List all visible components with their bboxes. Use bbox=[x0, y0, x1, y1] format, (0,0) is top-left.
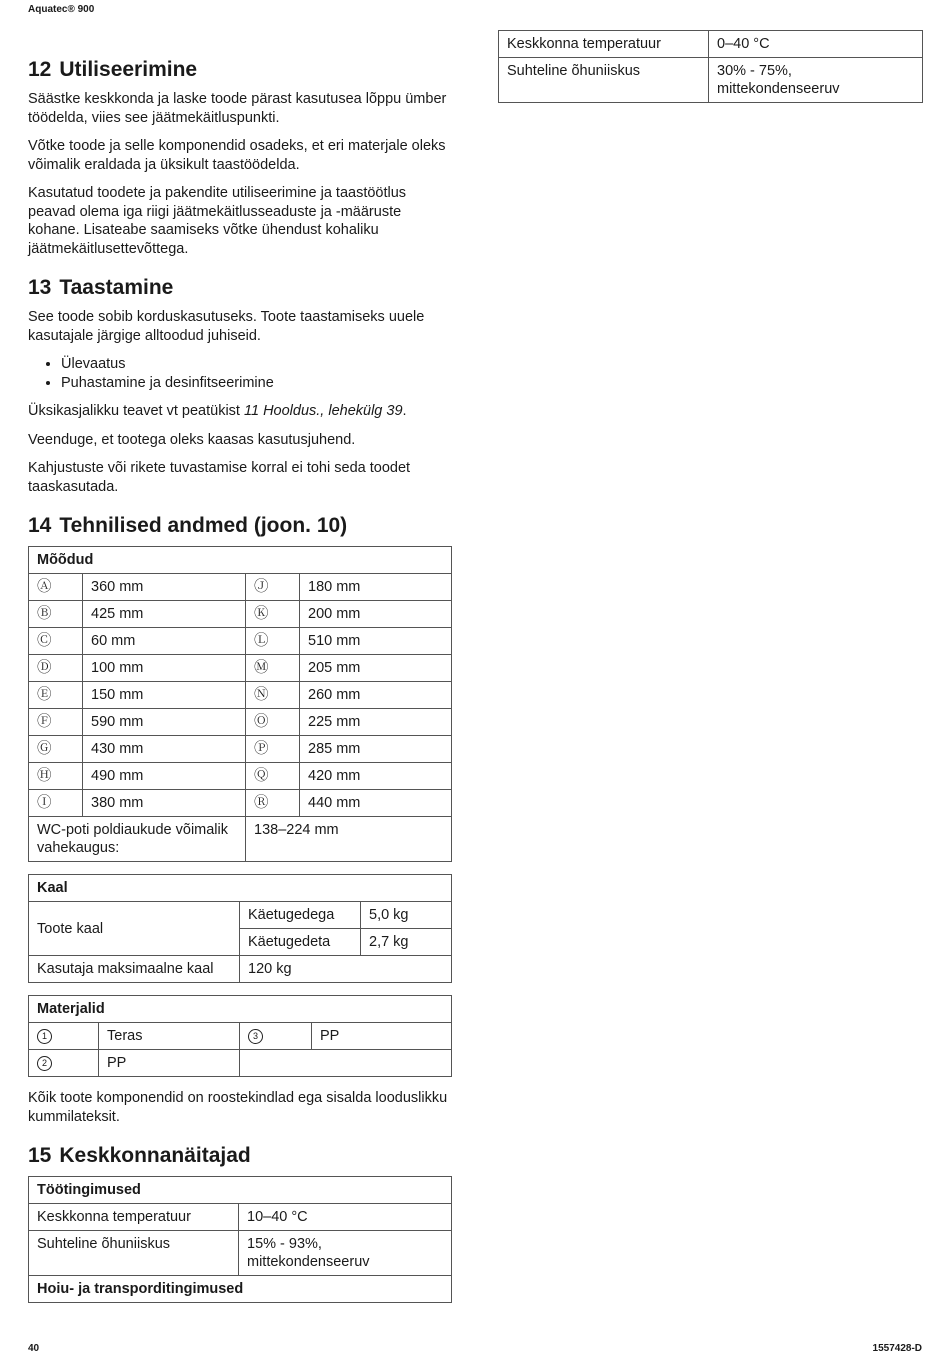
section-14-heading bbox=[28, 512, 452, 540]
table-row bbox=[29, 574, 452, 601]
dimension-letter: Ⓒ bbox=[29, 628, 83, 655]
dimension-value: 180 mm bbox=[300, 574, 452, 601]
storage-conditions-table bbox=[498, 30, 923, 103]
dimension-letter: Ⓘ bbox=[29, 790, 83, 817]
dimension-letter: Ⓟ bbox=[246, 736, 300, 763]
section-number: 14 bbox=[28, 514, 52, 537]
section-title: Tehnilised andmed (joon. 10) bbox=[59, 514, 348, 537]
table-row bbox=[29, 1023, 452, 1050]
paragraph: Veenduge, et tootega oleks kaasas kasutusjuhend. bbox=[28, 431, 356, 448]
paragraph: Kahjustuste või rikete tuvastamise korral ei tohi seda toodet taaskasutada. bbox=[28, 460, 411, 495]
cross-reference-link[interactable]: 11 Hooldus., lehekülg 39 bbox=[243, 403, 403, 419]
dimension-value: 360 mm bbox=[83, 574, 246, 601]
weight-header: Kaal bbox=[29, 875, 452, 902]
page-number: 40 bbox=[28, 1343, 40, 1354]
table-row bbox=[499, 31, 923, 58]
section-number: 13 bbox=[28, 276, 52, 299]
max-user-weight-value: 120 kg bbox=[240, 956, 452, 983]
table-header-row bbox=[29, 996, 452, 1023]
table-row bbox=[29, 736, 452, 763]
dimension-letter: Ⓝ bbox=[246, 682, 300, 709]
section-13 bbox=[28, 274, 452, 496]
material-number bbox=[240, 1023, 312, 1050]
list-item: • Puhastamine ja desinfitseerimine bbox=[61, 374, 452, 393]
paragraph: See toode sobib korduskasutuseks. Toote taastamiseks uuele kasutajale järgige alltoodud juhiseid. bbox=[28, 309, 425, 344]
material-number bbox=[29, 1023, 99, 1050]
operating-humidity-value: 15% - 93%, mittekondenseeruv bbox=[239, 1231, 452, 1276]
max-user-weight-label: Kasutaja maksimaalne kaal bbox=[29, 956, 240, 983]
operating-temp-label: Keskkonna temperatuur bbox=[29, 1204, 239, 1231]
dimension-value: 150 mm bbox=[83, 682, 246, 709]
dimension-letter: Ⓠ bbox=[246, 763, 300, 790]
table-row bbox=[29, 1204, 452, 1231]
dimension-value: 225 mm bbox=[300, 709, 452, 736]
dimension-value: 510 mm bbox=[300, 628, 452, 655]
storage-temp-label: Keskkonna temperatuur bbox=[499, 31, 709, 58]
dimension-value: 285 mm bbox=[300, 736, 452, 763]
dimension-letter: Ⓜ bbox=[246, 655, 300, 682]
dimension-value: 260 mm bbox=[300, 682, 452, 709]
product-weight-label: Toote kaal bbox=[29, 902, 240, 956]
dimension-letter: Ⓖ bbox=[29, 736, 83, 763]
environment-table bbox=[28, 1176, 452, 1303]
dimension-letter: Ⓐ bbox=[29, 574, 83, 601]
table-row bbox=[29, 763, 452, 790]
without-arms-label: Käetugedeta bbox=[240, 929, 361, 956]
header-brand: Aquatec® 900 bbox=[28, 4, 95, 15]
section-title: Keskkonnanäitajad bbox=[59, 1144, 251, 1167]
empty-cell bbox=[240, 1050, 452, 1077]
table-row bbox=[499, 58, 923, 103]
with-arms-label: Käetugedega bbox=[240, 902, 361, 929]
table-row bbox=[29, 709, 452, 736]
dimension-value: 380 mm bbox=[83, 790, 246, 817]
wc-bolt-spacing-value: 138–224 mm bbox=[246, 817, 452, 862]
dimensions-table bbox=[28, 546, 452, 862]
storage-humidity-value: 30% - 75%, mittekondenseeruv bbox=[709, 58, 923, 103]
dimension-letter: Ⓚ bbox=[246, 601, 300, 628]
paragraph bbox=[28, 402, 452, 421]
table-header-row bbox=[29, 1177, 452, 1204]
dimension-value: 425 mm bbox=[83, 601, 246, 628]
with-arms-value: 5,0 kg bbox=[361, 902, 452, 929]
operating-conditions-header: Töötingimused bbox=[29, 1177, 452, 1204]
dimension-letter: Ⓗ bbox=[29, 763, 83, 790]
dimension-letter: Ⓕ bbox=[29, 709, 83, 736]
table-row bbox=[29, 655, 452, 682]
table-row bbox=[29, 682, 452, 709]
circled-number: 3 bbox=[248, 1029, 263, 1044]
dimensions-header: Mõõdud bbox=[29, 547, 452, 574]
table-row bbox=[29, 902, 452, 929]
bullet-list bbox=[28, 355, 452, 392]
storage-temp-value: 0–40 °C bbox=[709, 31, 923, 58]
section-13-heading bbox=[28, 274, 452, 302]
list-item: • Ülevaatus bbox=[61, 355, 452, 374]
section-12 bbox=[28, 56, 452, 258]
circled-number: 1 bbox=[37, 1029, 52, 1044]
table-row bbox=[29, 601, 452, 628]
dimension-letter: Ⓛ bbox=[246, 628, 300, 655]
section-12-heading bbox=[28, 56, 452, 84]
table-row bbox=[29, 1050, 452, 1077]
dimension-letter: Ⓞ bbox=[246, 709, 300, 736]
operating-temp-value: 10–40 °C bbox=[239, 1204, 452, 1231]
weight-table bbox=[28, 874, 452, 983]
dimension-value: 420 mm bbox=[300, 763, 452, 790]
materials-table bbox=[28, 995, 452, 1077]
section-title: Taastamine bbox=[59, 276, 174, 299]
dimension-value: 490 mm bbox=[83, 763, 246, 790]
dimension-value: 430 mm bbox=[83, 736, 246, 763]
table-header-row bbox=[29, 875, 452, 902]
paragraph: Võtke toode ja selle komponendid osadeks, et eri materjale oleks võimalik eraldada ja üksikult taastöödelda. bbox=[28, 138, 446, 173]
section-14 bbox=[28, 512, 452, 1126]
dimension-value: 200 mm bbox=[300, 601, 452, 628]
text: . bbox=[402, 403, 407, 419]
dimension-value: 205 mm bbox=[300, 655, 452, 682]
storage-humidity-label: Suhteline õhuniiskus bbox=[499, 58, 709, 103]
paragraph: Kasutatud toodete ja pakendite utiliseerimine ja taastöötlus peavad olema iga riigi jäätmekäitlusseaduste ja -määruste kohane. Lisateabe saamiseks võtke ühendust kohaliku jäätmekäitlusettevõttega. bbox=[28, 185, 407, 257]
dimension-value: 60 mm bbox=[83, 628, 246, 655]
wc-bolt-spacing-label: WC-poti poldiaukude võimalik vahekaugus: bbox=[29, 817, 246, 862]
table-row bbox=[29, 817, 452, 862]
right-column bbox=[498, 30, 923, 115]
storage-conditions-header: Hoiu- ja transporditingimused bbox=[29, 1276, 452, 1303]
dimension-letter: Ⓙ bbox=[246, 574, 300, 601]
table-row bbox=[29, 628, 452, 655]
document-id: 1557428-D bbox=[872, 1343, 922, 1354]
materials-header: Materjalid bbox=[29, 996, 452, 1023]
dimension-value: 100 mm bbox=[83, 655, 246, 682]
section-15-heading bbox=[28, 1142, 452, 1170]
section-number: 15 bbox=[28, 1144, 52, 1167]
section-number: 12 bbox=[28, 58, 52, 81]
left-column bbox=[28, 56, 452, 1315]
operating-humidity-label: Suhteline õhuniiskus bbox=[29, 1231, 239, 1276]
material-number bbox=[29, 1050, 99, 1077]
dimension-value: 440 mm bbox=[300, 790, 452, 817]
material-name: PP bbox=[99, 1050, 240, 1077]
dimension-letter: Ⓑ bbox=[29, 601, 83, 628]
dimension-letter: Ⓡ bbox=[246, 790, 300, 817]
material-name: PP bbox=[312, 1023, 452, 1050]
dimension-letter: Ⓓ bbox=[29, 655, 83, 682]
table-row bbox=[29, 1231, 452, 1276]
dimension-letter: Ⓔ bbox=[29, 682, 83, 709]
table-header-row bbox=[29, 1276, 452, 1303]
dimension-value: 590 mm bbox=[83, 709, 246, 736]
section-15 bbox=[28, 1142, 452, 1303]
text: Üksikasjalikku teavet vt peatükist bbox=[28, 403, 244, 419]
paragraph: Säästke keskkonda ja laske toode pärast kasutusea lõppu ümber töödelda, viies see jäätmekäitluspunkti. bbox=[28, 91, 447, 126]
without-arms-value: 2,7 kg bbox=[361, 929, 452, 956]
material-name: Teras bbox=[99, 1023, 240, 1050]
table-header-row bbox=[29, 547, 452, 574]
circled-number: 2 bbox=[37, 1056, 52, 1071]
section-title: Utiliseerimine bbox=[59, 58, 198, 81]
latex-note: Kõik toote komponendid on roostekindlad ega sisalda looduslikku kummilateksit. bbox=[28, 1090, 448, 1125]
table-row bbox=[29, 790, 452, 817]
table-row bbox=[29, 956, 452, 983]
